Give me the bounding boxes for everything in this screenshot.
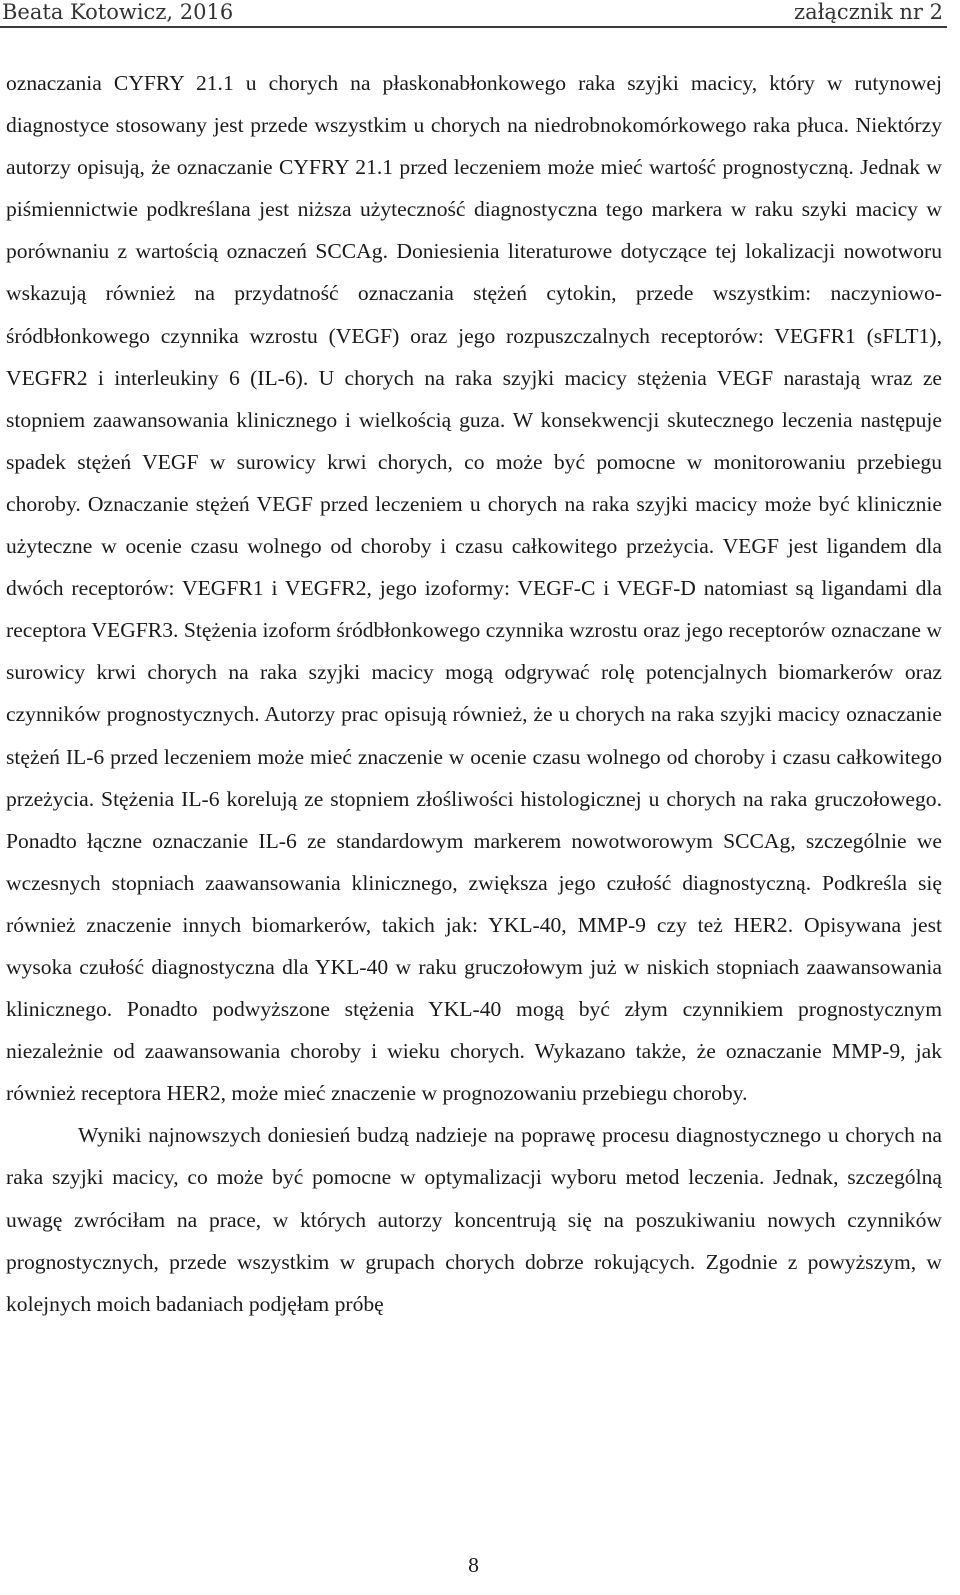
page-header: [0, 0, 947, 28]
document-body: [6, 62, 942, 1325]
paragraph-2: Wyniki najnowszych doniesień budzą nadzieje na poprawę procesu diagnostycznego u chorych na raka szyjki macicy, co może być pomocne w optymalizacji wyboru metod leczenia. Jednak, szczególną uwagę zwróciłam na prace, w których autorzy koncentrują się na poszukiwaniu nowych czynników prognostycznych, przede wszystkim w grupach chorych dobrze rokujących. Zgodnie z powyższym, w kolejnych moich badaniach podjęłam próbę: [6, 1123, 942, 1316]
header-author-year: Beata Kotowicz, 2016: [2, 0, 234, 24]
page-number: 8: [468, 1553, 479, 1577]
paragraph-1: oznaczania CYFRY 21.1 u chorych na płaskonabłonkowego raka szyjki macicy, który w rutynowej diagnostyce stosowany jest przede wszystkim u chorych na niedrobnokomórkowego raka płuca. Niektórzy autorzy opisują, że oznaczanie CYFRY 21.1 przed leczeniem może mieć wartość prognostyczną. Jednak w piśmiennictwie podkreślana jest niższa użyteczność diagnostyczna tego markera w raku szyki macicy w porównaniu z wartością oznaczeń SCCAg. Doniesienia literaturowe dotyczące tej lokalizacji nowotworu wskazują również na przydatność oznaczania stężeń cytokin, przede wszystkim: naczyniowo-śródbłonkowego czynnika wzrostu (VEGF) oraz jego rozpuszczalnych receptorów: VEGFR1 (sFLT1), VEGFR2 i interleukiny 6 (IL-6). U chorych na raka szyjki macicy stężenia VEGF narastają wraz ze stopniem zaawansowania klinicznego i wielkością guza. W konsekwencji skutecznego leczenia następuje spadek stężeń VEGF w surowicy krwi chorych, co może być pomocne w monitorowaniu przebiegu choroby. Oznaczanie stężeń VEGF przed leczeniem u chorych na raka szyjki macicy może być klinicznie użyteczne w ocenie czasu wolnego od choroby i czasu całkowitego przeżycia. VEGF jest ligandem dla dwóch receptorów: VEGFR1 i VEGFR2, jego izoformy: VEGF-C i VEGF-D natomiast są ligandami dla receptora VEGFR3. Stężenia izoform śródbłonkowego czynnika wzrostu oraz jego receptorów oznaczane w surowicy krwi chorych na raka szyjki macicy mogą odgrywać rolę potencjalnych biomarkerów oraz czynników prognostycznych. Autorzy prac opisują również, że u chorych na raka szyjki macicy oznaczanie stężeń IL-6 przed leczeniem może mieć znaczenie w ocenie czasu wolnego od choroby i czasu całkowitego przeżycia. Stężenia IL-6 korelują ze stopniem złośliwości histologicznej u chorych na raka gruczołowego. Ponadto łączne oznaczanie IL-6 ze standardowym markerem nowotworowym SCCAg, szczególnie we wczesnych stopniach zaawansowania klinicznego, zwiększa jego czułość diagnostyczną. Podkreśla się również znaczenie innych biomarkerów, takich jak: YKL-40, MMP-9 czy też HER2. Opisywana jest wysoka czułość diagnostyczna dla YKL-40 w raku gruczołowym już w niskich stopniach zaawansowania klinicznego. Ponadto podwyższone stężenia YKL-40 mogą być złym czynnikiem prognostycznym niezależnie od zaawansowania choroby i wieku chorych. Wykazano także, że oznaczanie MMP-9, jak również receptora HER2, może mieć znaczenie w prognozowaniu przebiegu choroby.: [6, 71, 942, 1106]
header-attachment-label: załącznik nr 2: [794, 0, 943, 24]
